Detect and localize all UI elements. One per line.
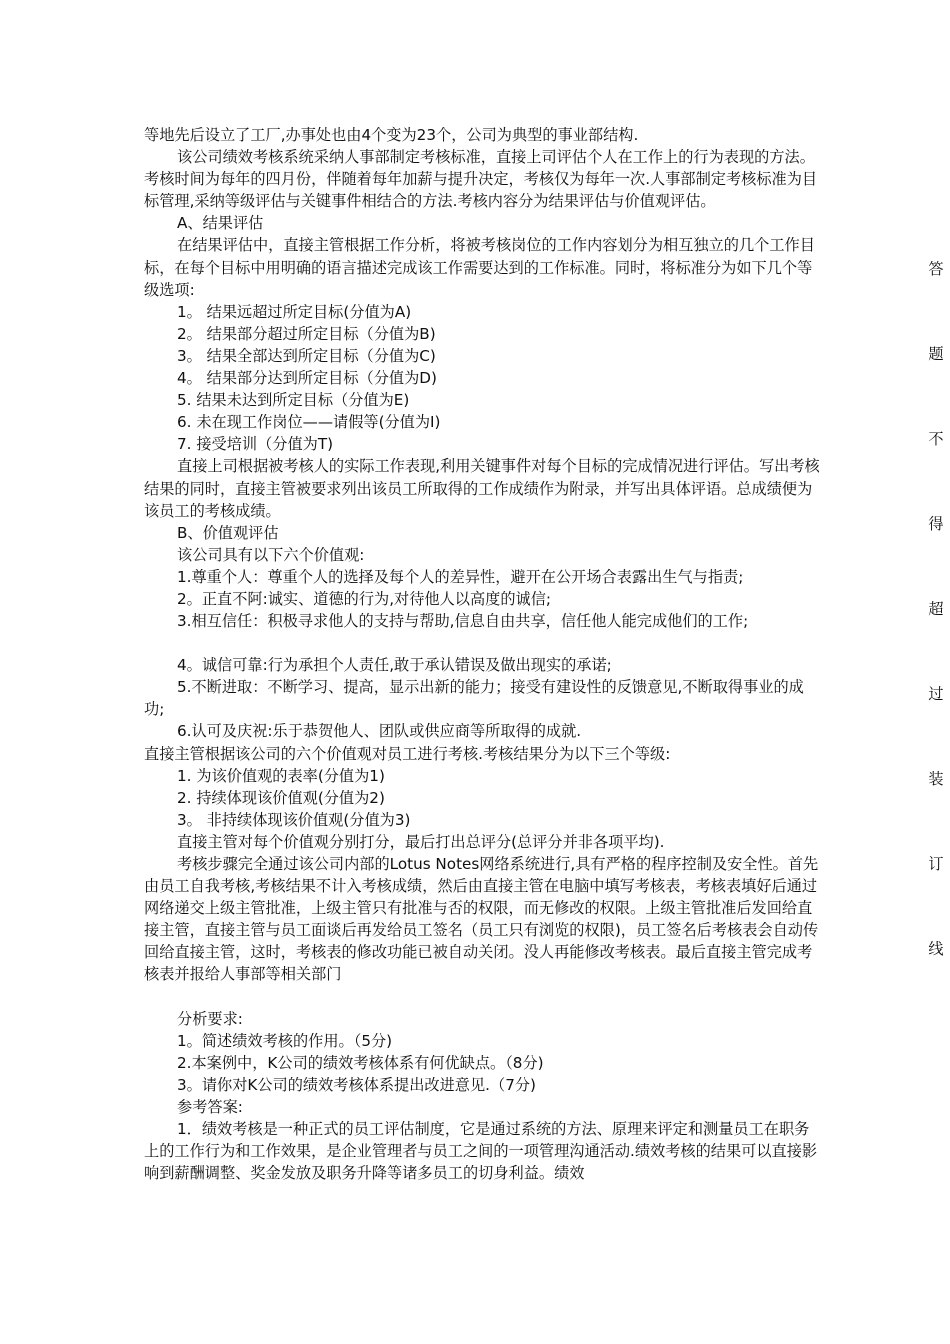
list-item: 1. 为该价值观的表率(分值为1) [177, 766, 385, 785]
margin-char: 订 [928, 855, 944, 873]
list-item: 4。诚信可靠:行为承担个人责任,敢于承认错误及做出现实的承诺; [177, 656, 612, 675]
section-heading: A、结果评估 [177, 214, 264, 233]
list-item: 3。 非持续体现该价值观(分值为3) [177, 810, 411, 829]
margin-char: 不 [928, 430, 944, 448]
margin-char: 题 [928, 345, 944, 363]
margin-char: 超 [928, 600, 944, 618]
list-item: 4。 结果部分达到所定目标（分值为D) [177, 369, 437, 388]
list-item: 1.尊重个人：尊重个人的选择及每个人的差异性，避开在公开场合表露出生气与指责; [177, 567, 744, 586]
list-item: 3。 结果全部达到所定目标（分值为C) [177, 346, 436, 365]
text-line: 该公司具有以下六个价值观: [177, 545, 365, 564]
list-item: 3.相互信任：积极寻求他人的支持与帮助,信息自由共享，信任他人能完成他们的工作; [177, 612, 749, 631]
list-item: 2。正直不阿:诚实、道德的行为,对待他人以高度的诚信; [177, 589, 552, 608]
text-line: 等地先后设立了工厂,办事处也由4个变为23个，公司为典型的事业部结构. [144, 126, 639, 144]
question-item: 2.本案例中，K公司的绩效考核体系有何优缺点。（8分) [177, 1053, 544, 1072]
blank-line [144, 632, 820, 654]
margin-char: 答 [928, 260, 944, 278]
paragraph: 该公司绩效考核系统采纳人事部制定考核标准，直接上司评估个人在工作上的行为表现的方法。考核时间为每年的四月份，伴随着每年加薪与提升决定，考核仅为每年一次.人事部制定考核标准为目标管理,采纳等级评估与关键事件相结合的方法.考核内容分为结果评估与价值观评估。 [144, 148, 818, 211]
margin-char: 线 [928, 940, 944, 958]
binding-margin-notice [927, 258, 945, 1023]
list-item: 5.不断进取：不断学习、提高，显示出新的能力；接受有建设性的反馈意见,不断取得事业的成功; [144, 678, 804, 719]
list-item: 6. 未在现工作岗位——请假等(分值为I) [177, 413, 441, 432]
text-line: 直接主管对每个价值观分别打分，最后打出总评分(总评分并非各项平均). [177, 832, 665, 851]
paragraph: 在结果评估中，直接主管根据工作分析，将被考核岗位的工作内容划分为相互独立的几个工作目标，在每个目标中用明确的语言描述完成该工作需要达到的工作标准。同时，将标准分为如下几个等级选项: [144, 236, 815, 299]
list-item: 2. 持续体现该价值观(分值为2) [177, 788, 385, 807]
list-item: 6.认可及庆祝:乐于恭贺他人、团队或供应商等所取得的成就. [177, 722, 582, 741]
section-heading: B、价值观评估 [177, 523, 279, 542]
document-body [144, 124, 820, 1184]
question-item: 1。简述绩效考核的作用。（5分) [177, 1031, 393, 1050]
margin-char: 过 [928, 685, 944, 703]
blank-line [144, 986, 820, 1008]
paragraph: 直接上司根据被考核人的实际工作表现,利用关键事件对每个目标的完成情况进行评估。写出考核结果的同时，直接主管被要求列出该员工所取得的工作成绩作为附录，并写出具体评语。总成绩便为该员工的考核成绩。 [144, 457, 820, 520]
margin-char: 装 [928, 770, 944, 788]
question-item: 3。请你对K公司的绩效考核体系提出改进意见.（7分) [177, 1075, 536, 1094]
list-item: 2。 结果部分超过所定目标（分值为B) [177, 324, 436, 343]
paragraph: 考核步骤完全通过该公司内部的Lotus Notes网络系统进行,具有严格的程序控制及安全性。首先由员工自我考核,考核结果不计入考核成绩，然后由直接主管在电脑中填写考核表，考核表填好后通过网络递交上级主管批准，上级主管只有批准与否的权限，而无修改的权限。上级主管批准后发回给直接主管，直接主管与员工面谈后再发给员工签名（员工只有浏览的权限)，员工签名后考核表会自动传回给直接主管，这时，考核表的修改功能已被自动关闭。没人再能修改考核表。最后直接主管完成考核表并报给人事部等相关部门 [144, 855, 819, 984]
list-item: 1。 结果远超过所定目标(分值为A) [177, 302, 412, 321]
section-heading: 参考答案: [177, 1097, 243, 1116]
margin-char: 得 [928, 515, 944, 533]
paragraph: 1．绩效考核是一种正式的员工评估制度，它是通过系统的方法、原理来评定和测量员工在职务上的工作行为和工作效果，是企业管理者与员工之间的一项管理沟通活动.绩效考核的结果可以直接影响到薪酬调整、奖金发放及职务升降等诸多员工的切身利益。绩效 [144, 1120, 818, 1183]
list-item: 7. 接受培训（分值为T) [177, 435, 334, 454]
text-line: 直接主管根据该公司的六个价值观对员工进行考核.考核结果分为以下三个等级: [144, 744, 671, 763]
list-item: 5. 结果未达到所定目标（分值为E) [177, 391, 410, 410]
section-heading: 分析要求: [177, 1009, 243, 1028]
